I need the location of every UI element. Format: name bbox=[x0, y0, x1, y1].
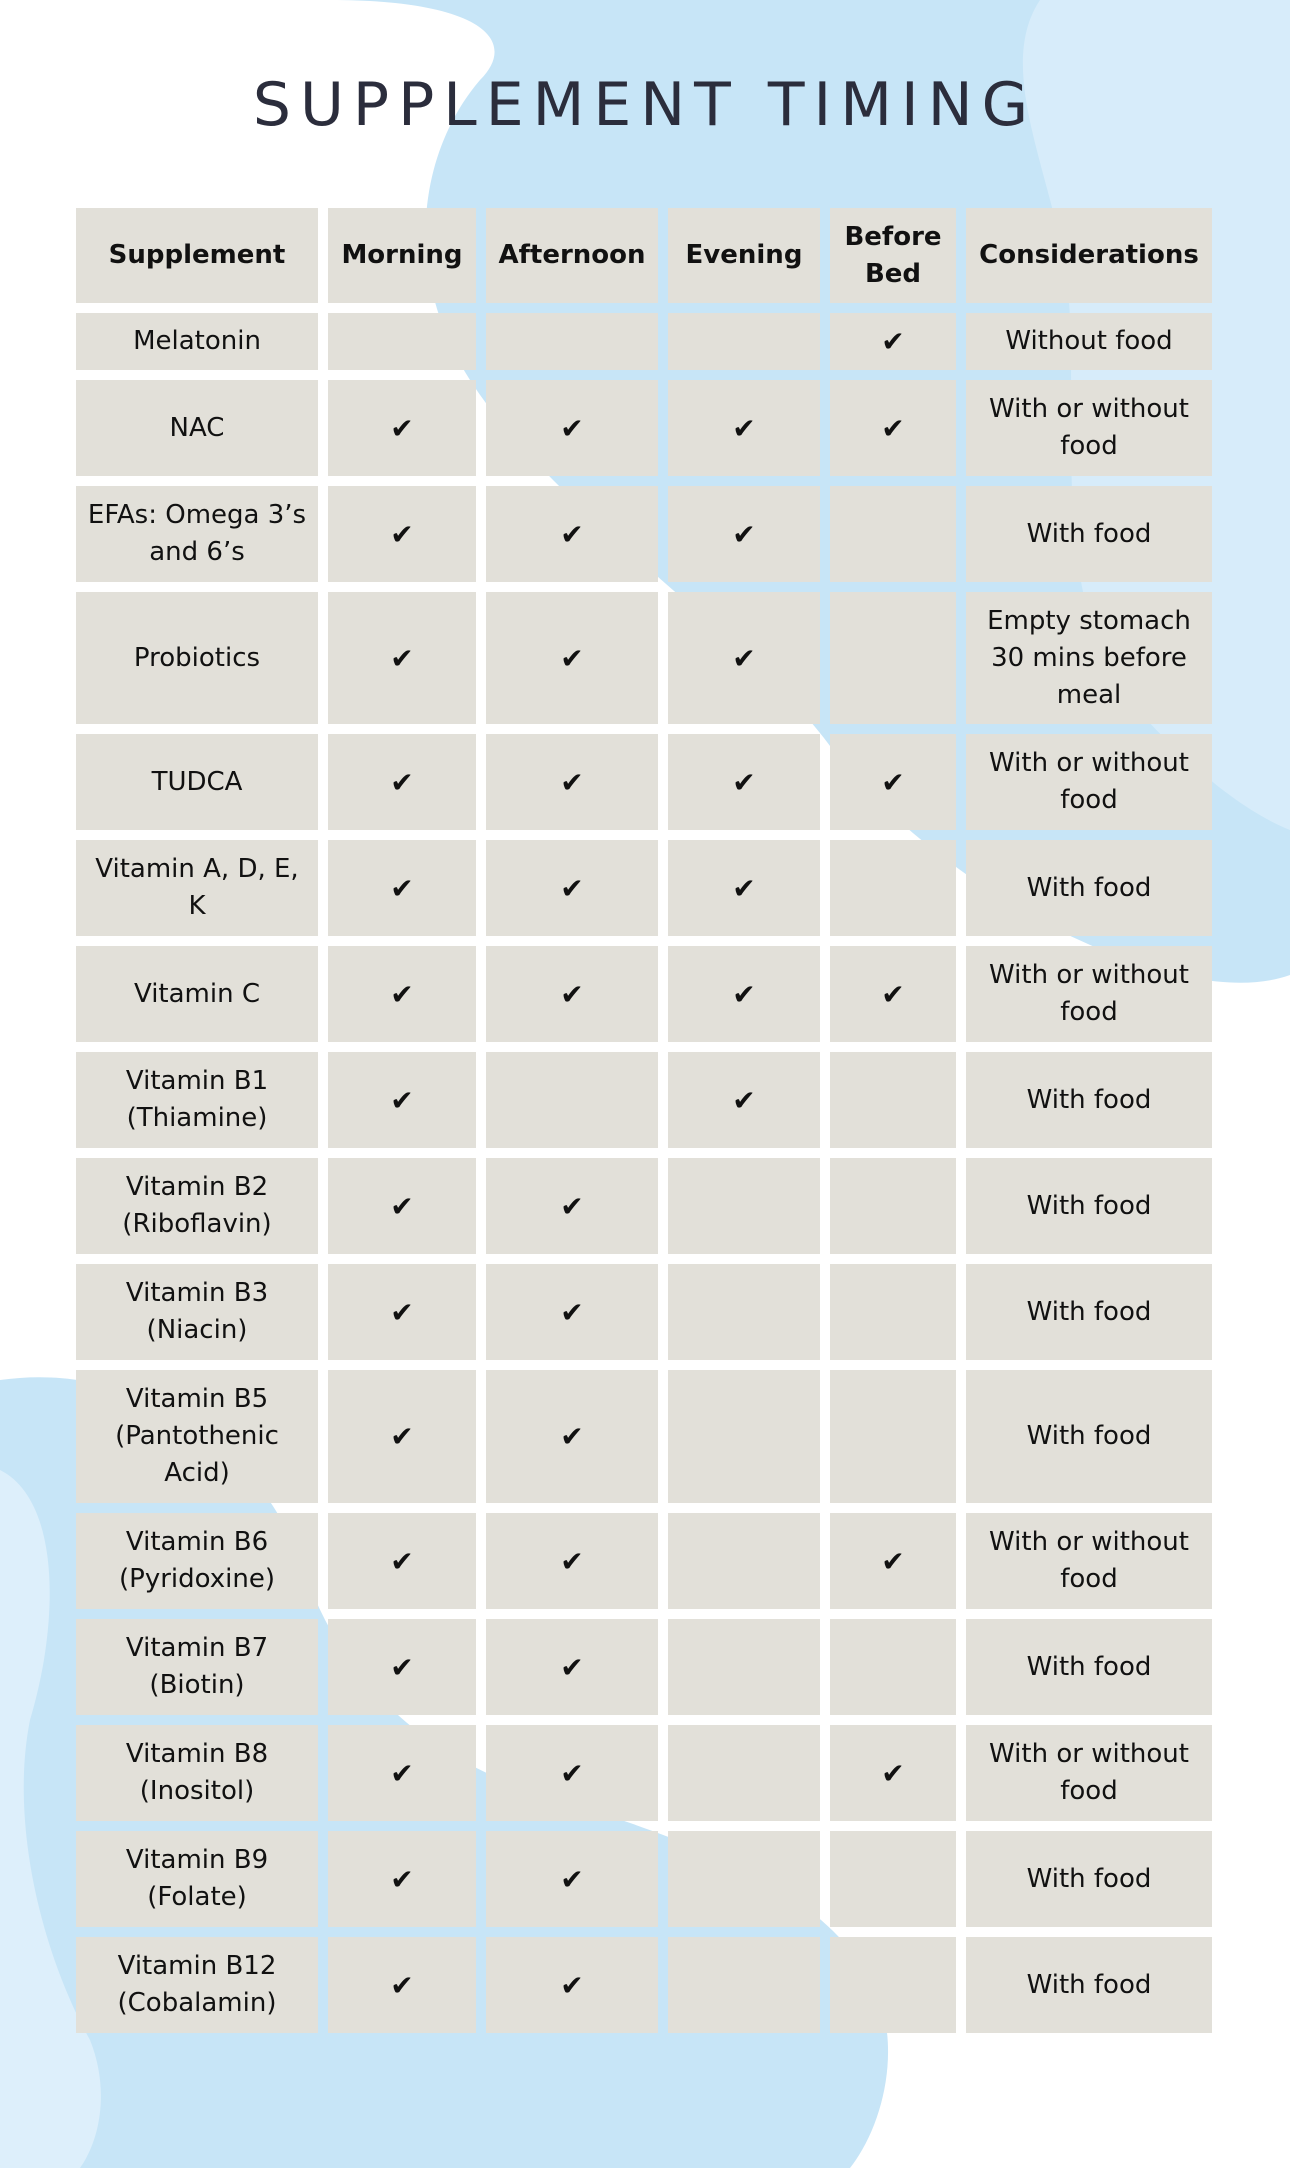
morning-check-icon: ✔ bbox=[328, 946, 476, 1042]
morning-check-icon: ✔ bbox=[328, 1619, 476, 1715]
afternoon-check-icon: ✔ bbox=[486, 734, 658, 830]
morning-check-icon: ✔ bbox=[328, 1725, 476, 1821]
before-bed-empty-cell bbox=[830, 1158, 956, 1254]
before-bed-check-icon: ✔ bbox=[830, 946, 956, 1042]
supplement-name: Melatonin bbox=[76, 313, 318, 370]
before-bed-empty-cell bbox=[830, 1937, 956, 2033]
morning-check-icon: ✔ bbox=[328, 592, 476, 724]
before-bed-check-icon: ✔ bbox=[830, 380, 956, 476]
before-bed-empty-cell bbox=[830, 1370, 956, 1503]
before-bed-check-icon: ✔ bbox=[830, 1513, 956, 1609]
evening-check-icon: ✔ bbox=[668, 734, 820, 830]
evening-check-icon: ✔ bbox=[668, 380, 820, 476]
afternoon-check-icon: ✔ bbox=[486, 1370, 658, 1503]
before-bed-empty-cell bbox=[830, 1831, 956, 1927]
supplement-name: Vitamin B5 (Pantothenic Acid) bbox=[76, 1370, 318, 1503]
morning-check-icon: ✔ bbox=[328, 1264, 476, 1360]
before-bed-empty-cell bbox=[830, 1052, 956, 1148]
before-bed-check-icon: ✔ bbox=[830, 313, 956, 370]
considerations-cell: Empty stomach 30 mins before meal bbox=[966, 592, 1212, 724]
supplement-timing-table bbox=[76, 208, 1214, 2033]
evening-empty-cell bbox=[668, 1725, 820, 1821]
afternoon-check-icon: ✔ bbox=[486, 1264, 658, 1360]
supplement-name: Vitamin B3 (Niacin) bbox=[76, 1264, 318, 1360]
evening-check-icon: ✔ bbox=[668, 486, 820, 582]
considerations-cell: With food bbox=[966, 1158, 1212, 1254]
before-bed-check-icon: ✔ bbox=[830, 1725, 956, 1821]
column-header-before-bed: Before Bed bbox=[830, 208, 956, 303]
afternoon-check-icon: ✔ bbox=[486, 1158, 658, 1254]
column-header-evening: Evening bbox=[668, 208, 820, 303]
column-header-morning: Morning bbox=[328, 208, 476, 303]
considerations-cell: With or without food bbox=[966, 946, 1212, 1042]
column-header-considerations: Considerations bbox=[966, 208, 1212, 303]
morning-check-icon: ✔ bbox=[328, 734, 476, 830]
evening-empty-cell bbox=[668, 1264, 820, 1360]
afternoon-check-icon: ✔ bbox=[486, 1513, 658, 1609]
morning-check-icon: ✔ bbox=[328, 1158, 476, 1254]
supplement-name: Vitamin B7 (Biotin) bbox=[76, 1619, 318, 1715]
before-bed-empty-cell bbox=[830, 840, 956, 936]
considerations-cell: With food bbox=[966, 486, 1212, 582]
afternoon-check-icon: ✔ bbox=[486, 946, 658, 1042]
before-bed-empty-cell bbox=[830, 1619, 956, 1715]
evening-empty-cell bbox=[668, 1831, 820, 1927]
supplement-name: Vitamin C bbox=[76, 946, 318, 1042]
afternoon-check-icon: ✔ bbox=[486, 380, 658, 476]
considerations-cell: With or without food bbox=[966, 1513, 1212, 1609]
evening-empty-cell bbox=[668, 1619, 820, 1715]
morning-check-icon: ✔ bbox=[328, 840, 476, 936]
evening-check-icon: ✔ bbox=[668, 1052, 820, 1148]
supplement-name: Vitamin B2 (Riboflavin) bbox=[76, 1158, 318, 1254]
supplement-name: Vitamin B1 (Thiamine) bbox=[76, 1052, 318, 1148]
considerations-cell: With food bbox=[966, 1264, 1212, 1360]
supplement-name: Vitamin B6 (Pyridoxine) bbox=[76, 1513, 318, 1609]
afternoon-empty-cell bbox=[486, 313, 658, 370]
considerations-cell: With or without food bbox=[966, 380, 1212, 476]
afternoon-check-icon: ✔ bbox=[486, 1619, 658, 1715]
evening-empty-cell bbox=[668, 1370, 820, 1503]
afternoon-empty-cell bbox=[486, 1052, 658, 1148]
evening-check-icon: ✔ bbox=[668, 592, 820, 724]
evening-empty-cell bbox=[668, 1513, 820, 1609]
supplement-name: Vitamin B8 (Inositol) bbox=[76, 1725, 318, 1821]
before-bed-check-icon: ✔ bbox=[830, 734, 956, 830]
supplement-name: Vitamin A, D, E, K bbox=[76, 840, 318, 936]
supplement-name: EFAs: Omega 3’s and 6’s bbox=[76, 486, 318, 582]
supplement-name: Vitamin B9 (Folate) bbox=[76, 1831, 318, 1927]
afternoon-check-icon: ✔ bbox=[486, 592, 658, 724]
considerations-cell: With food bbox=[966, 840, 1212, 936]
evening-check-icon: ✔ bbox=[668, 840, 820, 936]
afternoon-check-icon: ✔ bbox=[486, 840, 658, 936]
morning-check-icon: ✔ bbox=[328, 486, 476, 582]
afternoon-check-icon: ✔ bbox=[486, 1725, 658, 1821]
supplement-name: TUDCA bbox=[76, 734, 318, 830]
morning-check-icon: ✔ bbox=[328, 1370, 476, 1503]
before-bed-empty-cell bbox=[830, 592, 956, 724]
evening-empty-cell bbox=[668, 1158, 820, 1254]
considerations-cell: With food bbox=[966, 1052, 1212, 1148]
considerations-cell: With food bbox=[966, 1937, 1212, 2033]
supplement-name: NAC bbox=[76, 380, 318, 476]
morning-check-icon: ✔ bbox=[328, 1937, 476, 2033]
supplement-name: Vitamin B12 (Cobalamin) bbox=[76, 1937, 318, 2033]
considerations-cell: With food bbox=[966, 1619, 1212, 1715]
morning-check-icon: ✔ bbox=[328, 380, 476, 476]
afternoon-check-icon: ✔ bbox=[486, 1937, 658, 2033]
afternoon-check-icon: ✔ bbox=[486, 486, 658, 582]
column-header-supplement: Supplement bbox=[76, 208, 318, 303]
evening-empty-cell bbox=[668, 1937, 820, 2033]
before-bed-empty-cell bbox=[830, 1264, 956, 1360]
considerations-cell: With or without food bbox=[966, 734, 1212, 830]
considerations-cell: With food bbox=[966, 1831, 1212, 1927]
before-bed-empty-cell bbox=[830, 486, 956, 582]
afternoon-check-icon: ✔ bbox=[486, 1831, 658, 1927]
considerations-cell: With food bbox=[966, 1370, 1212, 1503]
evening-check-icon: ✔ bbox=[668, 946, 820, 1042]
morning-check-icon: ✔ bbox=[328, 1513, 476, 1609]
considerations-cell: Without food bbox=[966, 313, 1212, 370]
page-title: SUPPLEMENT TIMING bbox=[252, 70, 1038, 140]
column-header-afternoon: Afternoon bbox=[486, 208, 658, 303]
considerations-cell: With or without food bbox=[966, 1725, 1212, 1821]
evening-empty-cell bbox=[668, 313, 820, 370]
morning-check-icon: ✔ bbox=[328, 1831, 476, 1927]
morning-empty-cell bbox=[328, 313, 476, 370]
supplement-name: Probiotics bbox=[76, 592, 318, 724]
morning-check-icon: ✔ bbox=[328, 1052, 476, 1148]
